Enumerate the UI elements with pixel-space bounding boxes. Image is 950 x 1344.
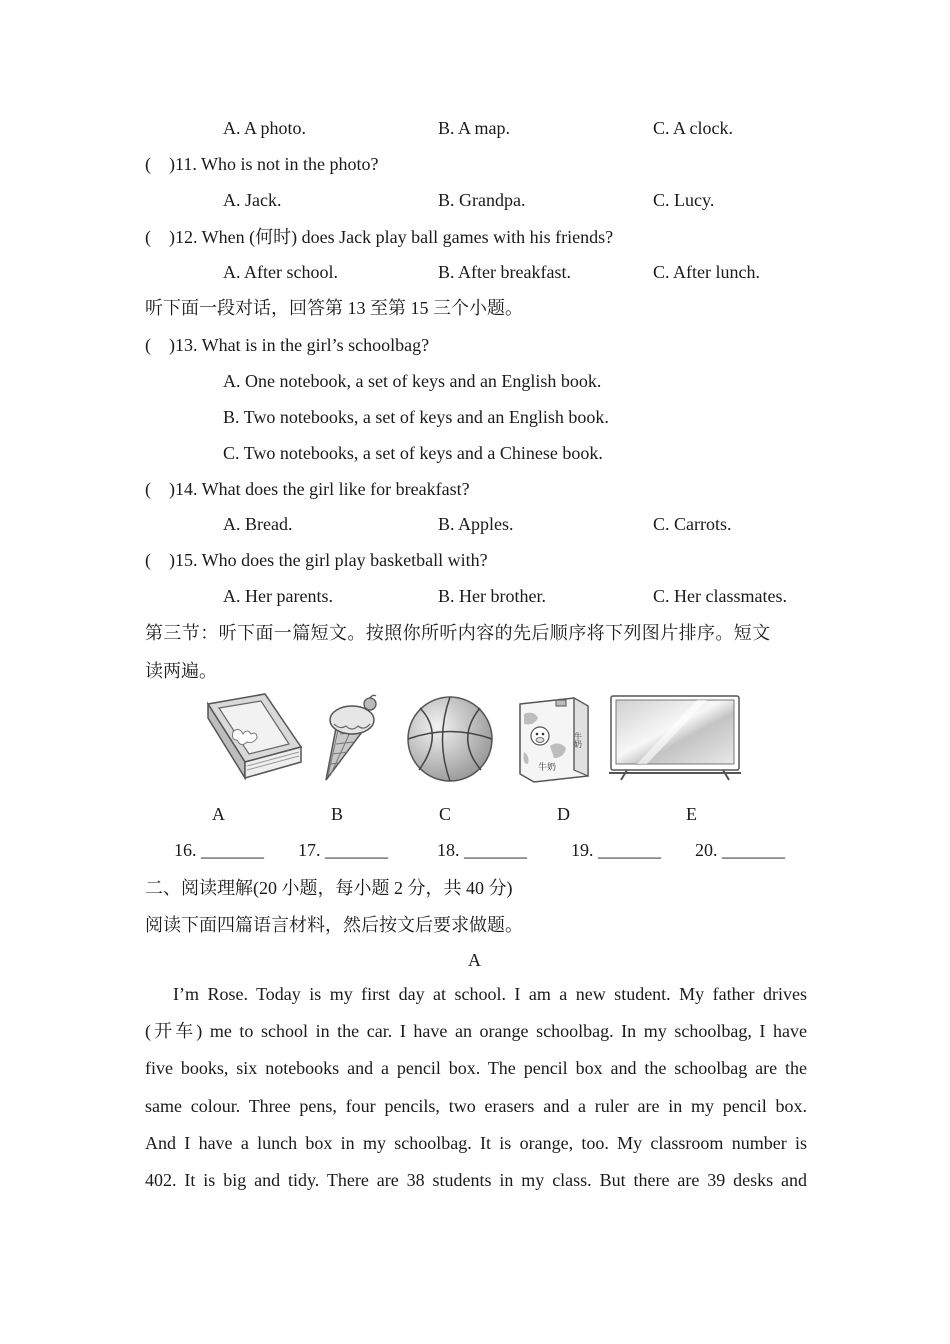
answer-paren[interactable]: ( )	[145, 227, 175, 247]
q12-option-a: A. After school.	[223, 262, 338, 282]
question-text: 13. What is in the girl’s schoolbag?	[175, 335, 430, 355]
q13-question	[145, 334, 429, 356]
tv-icon	[607, 694, 743, 782]
picture-label-a: A	[212, 804, 225, 824]
q14-question	[145, 478, 470, 500]
answer-blank-19[interactable]: 19. _______	[571, 840, 661, 860]
book-icon	[205, 692, 305, 782]
picture-label-c: C	[439, 804, 452, 824]
instruction-13-15: 听下面一段对话，回答第 13 至第 15 三个小题。	[145, 298, 523, 318]
q11-option-b: B. Grandpa.	[438, 190, 526, 210]
q15-option-b: B. Her brother.	[438, 586, 546, 606]
q12-option-c: C. After lunch.	[653, 262, 760, 282]
passage-heading: A	[468, 950, 481, 970]
q10-option-c: C. A clock.	[653, 118, 733, 138]
q15-option-c: C. Her classmates.	[653, 586, 787, 606]
picture-label-d: D	[557, 804, 570, 824]
q11-option-c: C. Lucy.	[653, 190, 715, 210]
q14-option-c: C. Carrots.	[653, 514, 732, 534]
q10-option-a: A. A photo.	[223, 118, 307, 138]
answer-paren[interactable]: ( )	[145, 335, 175, 355]
passage-line: And I have a lunch box in my schoolbag. It is orange, too. My classroom number is	[145, 1132, 807, 1153]
answer-paren[interactable]: ( )	[145, 479, 175, 499]
q15-option-a: A. Her parents.	[223, 586, 333, 606]
milk-label: 牛奶	[538, 763, 557, 773]
q13-option-a: A. One notebook, a set of keys and an English book.	[223, 371, 602, 391]
picture-label-e: E	[686, 804, 697, 824]
answer-paren[interactable]: ( )	[145, 154, 175, 174]
passage-line: same colour. Three pens, four pencils, two erasers and a ruler are in my pencil box.	[145, 1095, 807, 1116]
milk-carton-icon	[516, 694, 592, 784]
part2-instruction: 阅读下面四篇语言材料，然后按文后要求做题。	[145, 915, 523, 935]
picture-label-b: B	[331, 804, 344, 824]
q14-option-a: A. Bread.	[223, 514, 293, 534]
milk-side-label: 牛奶	[573, 732, 583, 748]
basketball-icon	[405, 694, 495, 784]
q15-question	[145, 549, 488, 571]
passage-line: five books, six notebooks and a pencil box. The pencil box and the schoolbag are the	[145, 1058, 807, 1079]
passage-a	[145, 976, 807, 1199]
answer-blank-20[interactable]: 20. _______	[695, 840, 785, 860]
q13-option-b: B. Two notebooks, a set of keys and an English book.	[223, 407, 609, 427]
q12-question	[145, 226, 613, 248]
question-text: 15. Who does the girl play basketball with?	[175, 550, 488, 570]
answer-blank-18[interactable]: 18. _______	[437, 840, 527, 860]
ice-cream-icon	[318, 694, 386, 784]
question-text: 12. When (何时) does Jack play ball games with his friends?	[175, 227, 614, 247]
question-text: 11. Who is not in the photo?	[175, 154, 379, 174]
part2-title: 二、阅读理解(20 小题，每小题 2 分，共 40 分)	[145, 878, 513, 898]
answer-paren[interactable]: ( )	[145, 550, 175, 570]
q14-option-b: B. Apples.	[438, 514, 514, 534]
answer-blank-17[interactable]: 17. _______	[298, 840, 388, 860]
q13-option-c: C. Two notebooks, a set of keys and a Chinese book.	[223, 443, 603, 463]
answer-blank-16[interactable]: 16. _______	[174, 840, 264, 860]
question-text: 14. What does the girl like for breakfast?	[175, 479, 470, 499]
section3-instruction-cont: 读两遍。	[145, 661, 217, 681]
section3-instruction: 第三节：听下面一篇短文。按照你所听内容的先后顺序将下列图片排序。短文	[145, 623, 771, 643]
q12-option-b: B. After breakfast.	[438, 262, 571, 282]
passage-line: 402. It is big and tidy. There are 38 students in my class. But there are 39 desks and	[145, 1170, 807, 1191]
passage-line: I’m Rose. Today is my first day at school. I am a new student. My father drives	[173, 984, 807, 1004]
q10-option-b: B. A map.	[438, 118, 511, 138]
q11-question	[145, 153, 378, 175]
q11-option-a: A. Jack.	[223, 190, 282, 210]
passage-line: (开车) me to school in the car. I have an orange schoolbag. In my schoolbag, I have	[145, 1021, 807, 1042]
